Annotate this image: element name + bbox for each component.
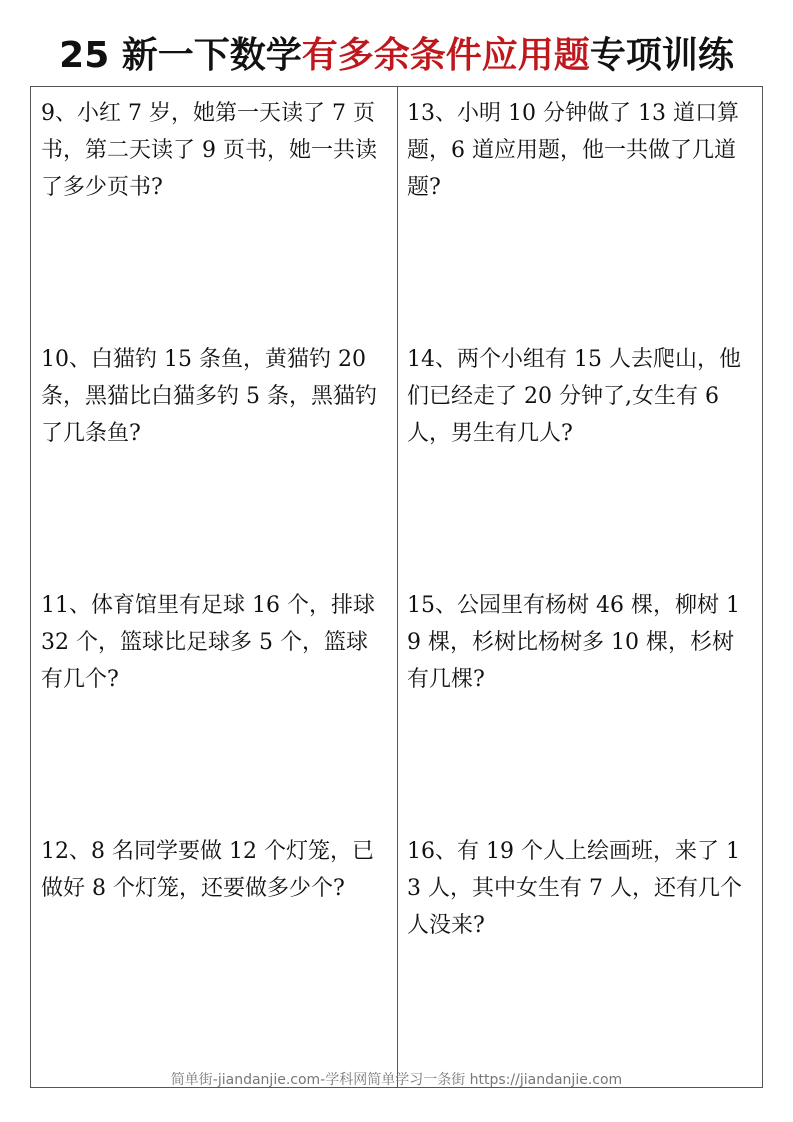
question-13: 13、小明 10 分钟做了 13 道口算题，6 道应用题，他一共做了几道题?: [407, 101, 739, 200]
question-12: 12、8 名同学要做 12 个灯笼，已做好 8 个灯笼，还要做多少个?: [41, 839, 374, 901]
column-divider: [397, 87, 398, 1087]
footer-watermark: 简单街-jiandanjie.com-学科网简单学习一条街 https://jiandanjie.com: [170, 1072, 623, 1088]
question-11: 11、体育馆里有足球 16 个，排球 32 个，篮球比足球多 5 个，篮球有几个?: [41, 593, 375, 692]
title-highlight: 有多余条件应用题: [301, 35, 590, 76]
question-15: 15、公园里有杨树 46 棵，柳树 19 棵，杉树比杨树多 10 棵，杉树有几棵?: [407, 593, 740, 692]
page-title: [0, 34, 793, 78]
title-suffix: 专项训练: [589, 35, 734, 76]
question-16: 16、有 19 个人上绘画班，来了 13 人，其中女生有 7 人，还有几个人没来?: [407, 839, 742, 938]
question-10: 10、白猫钓 15 条鱼，黄猫钓 20 条，黑猫比白猫多钓 5 条，黑猫钓了几条鱼?: [41, 347, 377, 446]
question-14: 14、两个小组有 15 人去爬山，他们已经走了 20 分钟了,女生有 6 人，男生有几人?: [407, 347, 741, 446]
question-9: 9、小红 7 岁，她第一天读了 7 页书，第二天读了 9 页书，她一共读了多少页书?: [41, 101, 377, 200]
question-grid: [30, 86, 763, 1088]
title-prefix: 25 新一下数学: [59, 35, 302, 76]
